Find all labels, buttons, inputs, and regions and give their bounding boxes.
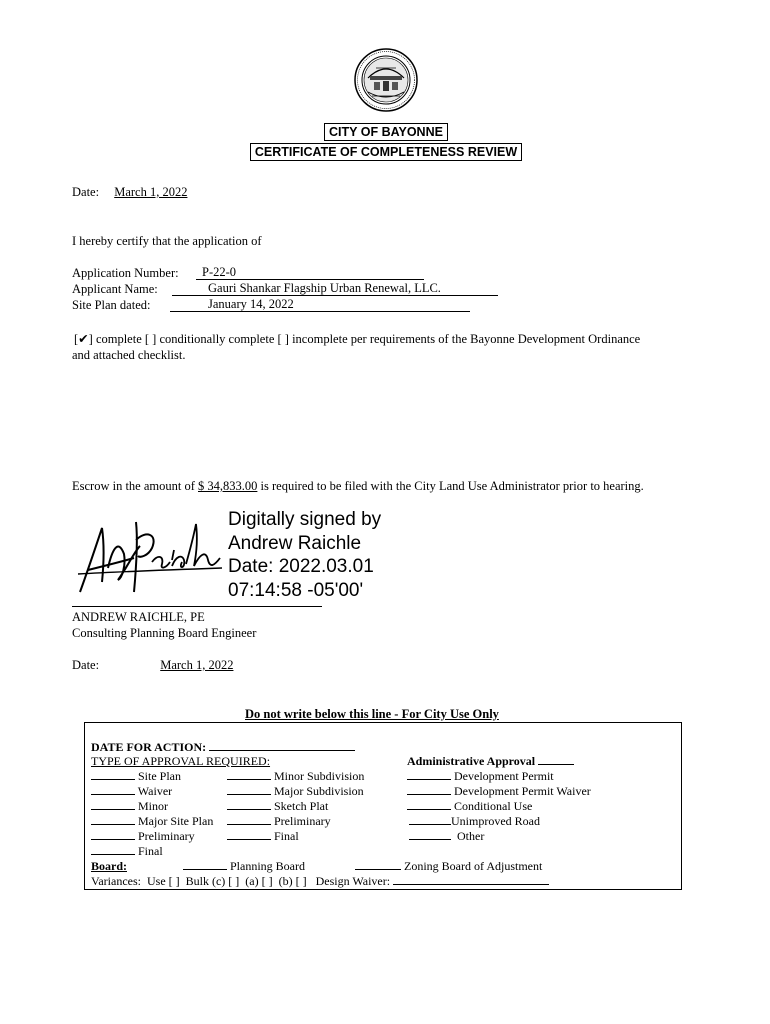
variances-label: Variances: bbox=[91, 874, 141, 888]
approval-option-site-plan bbox=[91, 769, 181, 784]
approval-option-sketch-plat bbox=[227, 799, 328, 814]
date-label: Date: bbox=[72, 185, 100, 199]
design-waiver-blank[interactable] bbox=[393, 874, 549, 885]
site-plan-blank[interactable] bbox=[91, 769, 135, 780]
development-permit-blank[interactable] bbox=[407, 769, 451, 780]
variance-b-checkbox[interactable]: (b) [ ] bbox=[278, 874, 307, 888]
variances-line bbox=[91, 874, 549, 889]
escrow-prefix: Escrow in the amount of bbox=[72, 479, 195, 493]
approval-option-other bbox=[409, 829, 484, 844]
board-option-planning bbox=[183, 859, 305, 874]
minor-label: Minor bbox=[138, 799, 168, 813]
application-number-value: P-22-0 bbox=[196, 266, 424, 280]
board-label-text: Board: bbox=[91, 859, 127, 873]
other-blank[interactable] bbox=[409, 829, 451, 840]
approval-option-minor bbox=[91, 799, 168, 814]
approval-option-subdivision-preliminary bbox=[227, 814, 331, 829]
conditional-checkbox: [ ] bbox=[144, 332, 157, 346]
date-value-2: March 1, 2022 bbox=[160, 658, 234, 672]
escrow-statement bbox=[72, 479, 644, 494]
certify-text: I hereby certify that the application of bbox=[72, 234, 262, 248]
variance-a-checkbox[interactable]: (a) [ ] bbox=[245, 874, 273, 888]
date-for-action-label: DATE FOR ACTION: bbox=[91, 740, 207, 754]
approval-option-conditional-use bbox=[407, 799, 532, 814]
digital-signature-line-3: Date: 2022.03.01 bbox=[228, 556, 374, 577]
conditional-use-blank[interactable] bbox=[407, 799, 451, 810]
administrative-approval-label: Administrative Approval bbox=[407, 754, 536, 768]
complete-checkbox: [✔] bbox=[74, 332, 93, 346]
sketch-plat-blank[interactable] bbox=[227, 799, 271, 810]
waiver-label: Waiver bbox=[137, 784, 173, 798]
development-permit-label: Development Permit bbox=[454, 769, 554, 783]
development-permit-waiver-blank[interactable] bbox=[407, 784, 451, 795]
unimproved-road-blank[interactable] bbox=[409, 814, 451, 825]
completeness-status-line-2: and attached checklist. bbox=[72, 348, 186, 362]
board-label bbox=[91, 859, 127, 874]
approval-option-preliminary bbox=[91, 829, 195, 844]
subdivision-final-blank[interactable] bbox=[227, 829, 271, 840]
conditional-label: conditionally complete bbox=[159, 332, 275, 346]
administrative-approval bbox=[407, 754, 574, 769]
handwritten-signature bbox=[74, 510, 224, 606]
date-label-2: Date: bbox=[72, 658, 100, 672]
signer-name: ANDREW RAICHLE, PE bbox=[72, 610, 205, 624]
signature-line bbox=[72, 606, 322, 607]
conditional-use-label: Conditional Use bbox=[454, 799, 533, 813]
application-number-label: Application Number: bbox=[72, 266, 179, 280]
major-subdivision-label: Major Subdivision bbox=[274, 784, 364, 798]
major-subdivision-blank[interactable] bbox=[227, 784, 271, 795]
preliminary-blank[interactable] bbox=[91, 829, 135, 840]
date-value: March 1, 2022 bbox=[114, 185, 188, 199]
approval-option-waiver bbox=[91, 784, 172, 799]
approval-option-minor-subdivision bbox=[227, 769, 364, 784]
development-permit-waiver-label: Development Permit Waiver bbox=[454, 784, 591, 798]
digital-signature-line-1: Digitally signed by bbox=[228, 509, 382, 530]
minor-blank[interactable] bbox=[91, 799, 135, 810]
document-subtitle: CERTIFICATE OF COMPLETENESS REVIEW bbox=[250, 143, 522, 161]
incomplete-checkbox: [ ] bbox=[277, 332, 289, 346]
date-for-action bbox=[91, 740, 355, 755]
date-line bbox=[72, 185, 195, 200]
incomplete-text: incomplete per requirements of the Bayonne Development Ordinance bbox=[292, 332, 641, 346]
site-plan-value: January 14, 2022 bbox=[170, 298, 470, 312]
type-of-approval-heading: TYPE OF APPROVAL REQUIRED: bbox=[91, 754, 271, 768]
site-plan-label: Site Plan bbox=[138, 769, 182, 783]
preliminary-label: Preliminary bbox=[138, 829, 195, 843]
approval-option-development-permit bbox=[407, 769, 554, 784]
document-title: CITY OF BAYONNE bbox=[324, 123, 448, 141]
zoning-board-label: Zoning Board of Adjustment bbox=[404, 859, 543, 873]
subdivision-preliminary-label: Preliminary bbox=[274, 814, 331, 828]
subdivision-preliminary-blank[interactable] bbox=[227, 814, 271, 825]
complete-label: complete bbox=[95, 332, 142, 346]
date-line-2 bbox=[72, 658, 233, 673]
major-site-plan-label: Major Site Plan bbox=[138, 814, 214, 828]
design-waiver-label: Design Waiver: bbox=[315, 874, 391, 888]
subdivision-final-label: Final bbox=[274, 829, 299, 843]
signer-title: Consulting Planning Board Engineer bbox=[72, 626, 257, 640]
sketch-plat-label: Sketch Plat bbox=[274, 799, 329, 813]
digital-signature-line-2: Andrew Raichle bbox=[228, 532, 362, 554]
planning-board-label: Planning Board bbox=[230, 859, 305, 873]
date-for-action-blank[interactable] bbox=[209, 740, 355, 751]
approval-option-major-site-plan bbox=[91, 814, 213, 829]
digital-signature-line-4: 07:14:58 -05'00' bbox=[228, 579, 364, 601]
site-plan-label: Site Plan dated: bbox=[72, 298, 151, 312]
approval-option-development-permit-waiver bbox=[407, 784, 591, 799]
minor-subdivision-label: Minor Subdivision bbox=[274, 769, 365, 783]
escrow-amount: $ 34,833.00 bbox=[198, 479, 258, 493]
approval-option-final bbox=[91, 844, 163, 859]
minor-subdivision-blank[interactable] bbox=[227, 769, 271, 780]
city-use-heading: Do not write below this line - For City Use Only bbox=[245, 707, 499, 721]
final-label: Final bbox=[138, 844, 163, 858]
variance-bulk-c-checkbox[interactable]: Bulk (c) [ ] bbox=[185, 874, 240, 888]
board-option-zoning bbox=[355, 859, 542, 874]
waiver-blank[interactable] bbox=[91, 784, 135, 795]
variance-use-checkbox[interactable]: Use [ ] bbox=[146, 874, 180, 888]
unimproved-road-label: Unimproved Road bbox=[451, 814, 540, 828]
planning-board-blank[interactable] bbox=[183, 859, 227, 870]
other-label: Other bbox=[457, 829, 485, 843]
city-seal-icon bbox=[354, 48, 418, 112]
final-blank[interactable] bbox=[91, 844, 135, 855]
major-site-plan-blank[interactable] bbox=[91, 814, 135, 825]
approval-option-subdivision-final bbox=[227, 829, 299, 844]
administrative-approval-blank[interactable] bbox=[538, 754, 574, 765]
city-use-box bbox=[84, 722, 682, 890]
approval-option-major-subdivision bbox=[227, 784, 364, 799]
completeness-status-line bbox=[74, 332, 640, 347]
applicant-name-label: Applicant Name: bbox=[72, 282, 158, 296]
digital-signature-stamp bbox=[228, 508, 381, 602]
zoning-board-blank[interactable] bbox=[355, 859, 401, 870]
escrow-suffix: is required to be filed with the City Land Use Administrator prior to hearing. bbox=[260, 479, 644, 493]
approval-option-unimproved-road bbox=[409, 814, 540, 829]
applicant-name-value: Gauri Shankar Flagship Urban Renewal, LLC. bbox=[172, 282, 498, 296]
